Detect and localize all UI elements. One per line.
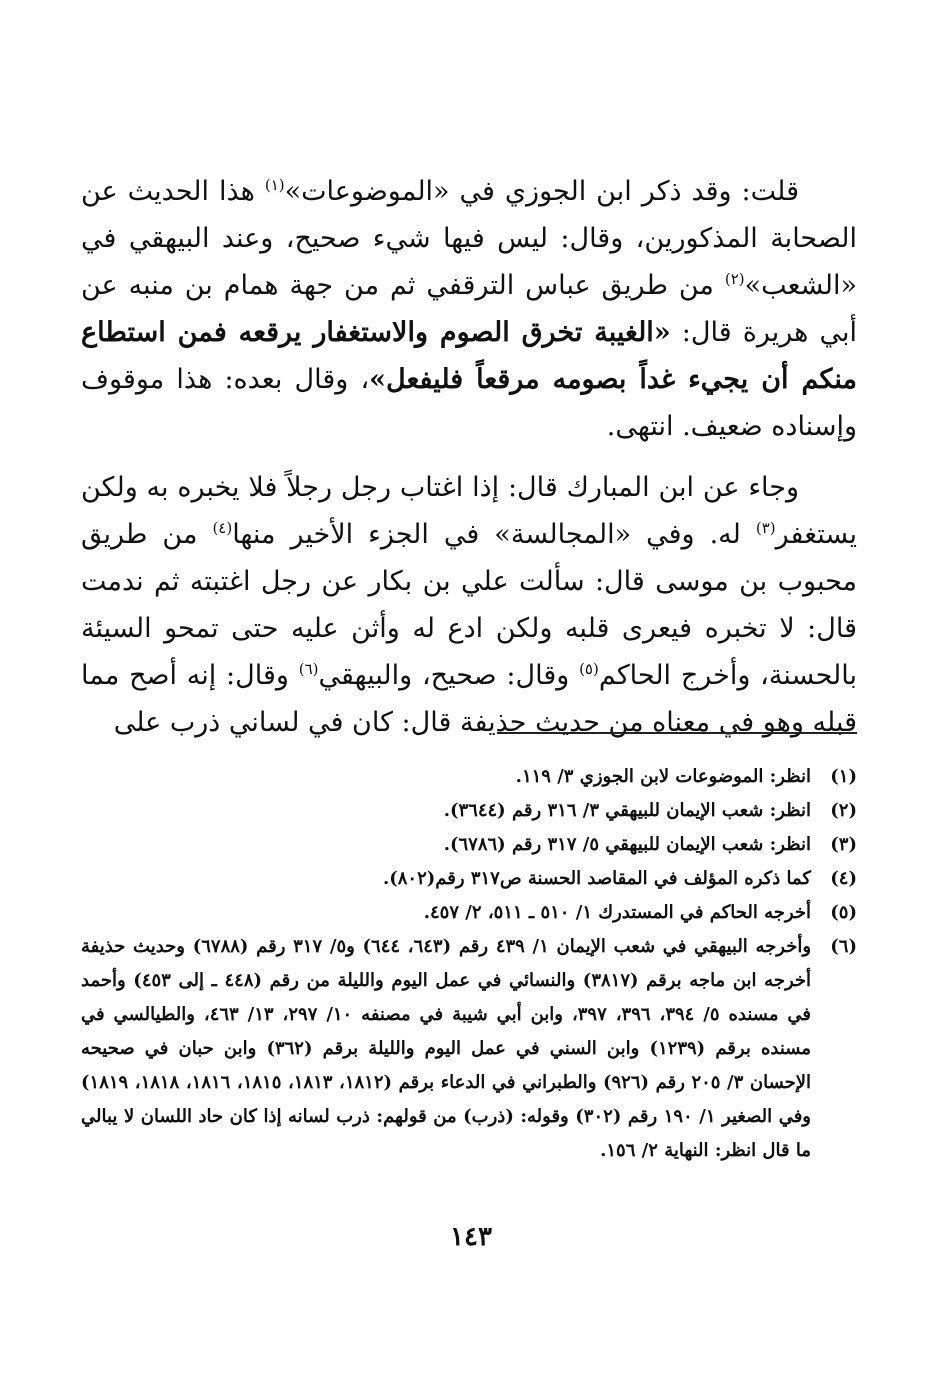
footnote-number: (١) — [830, 766, 857, 787]
footnote-ref-2: (٢) — [724, 270, 745, 288]
p1-text-c: من طريق عباس الترقفي ثم من جهة همام بن منبه عن أبي هريرة قال: — [81, 270, 858, 348]
p2-text-a: وجاء عن ابن المبارك قال: إذا اغتاب رجل رجلاً فلا يخبره به ولكن يستغفر — [81, 472, 857, 550]
p2-text-d: وقال: صحيح، والبيهقي — [318, 660, 580, 691]
footnote-text: انظر: الموضوعات لابن الجوزي ٣/ ١١٩. — [515, 766, 811, 787]
footnote-text: كما ذكره المؤلف في المقاصد الحسنة ص٣١٧ رقم(٨٠٢). — [382, 868, 811, 889]
footnote-4 — [81, 862, 857, 896]
p2-text-e: وقال: إنه أصح مما قبله وهو في معناه من حديث حذيفة قال: كان في لساني ذرب على — [81, 660, 857, 738]
footnote-text: أخرجه الحاكم في المستدرك ١/ ٥١٠ ـ ٥١١، ٢/ ٤٥٧. — [423, 902, 811, 923]
footnotes — [81, 760, 857, 1168]
footnote-2 — [81, 794, 857, 828]
p1-text-b: هذا الحديث عن الصحابة المذكورين، وقال: ليس فيها شيء صحيح، وعند البيهقي في «الشعب» — [81, 176, 857, 301]
footnote-text: وأخرجه البيهقي في شعب الإيمان ١/ ٤٣٩ رقم (٦٤٣، ٦٤٤) و٥/ ٣١٧ رقم (٦٧٨٨) وحديث حذيفة أخرجه ابن ماجه برقم (٣٨١٧) والنسائي في عمل اليوم والليلة من رقم (٤٤٨ ـ إلى ٤٥٣) وأحمد في مسنده ٥/ ٣٩٤، ٣٩٦، ٣٩٧، وابن أبي شيبة في مصنفه ١٠/ ٢٩٧، ١٣/ ٤٦٣، والطيالسي في مسنده برقم (١٢٣٩) وابن السني في عمل اليوم والليلة برقم (٣٦٢) وابن حبان في صحيحه الإحسان ٣/ ٢٠٥ رقم (٩٢٦) والطبراني في الدعاء برقم (١٨١٢، ١٨١٣، ١٨١٥، ١٨١٦، ١٨١٨، ١٨١٩) وفي الصغير ١/ ١٩٠ رقم (٣٠٢) وقوله: (ذرب) من قولهم: ذرب لسانه إذا كان حاد اللسان لا يبالي ما قال انظر: النهاية ٢/ ١٥٦. — [81, 936, 812, 1161]
p1-text-a: قلت: وقد ذكر ابن الجوزي في «الموضوعات» — [284, 176, 799, 207]
hadith-quote: «الغيبة تخرق الصوم والاستغفار يرقعه فمن استطاع منكم أن يجيء غداً بصومه مرقعاً فليفعل» — [81, 317, 857, 395]
paragraph-2 — [81, 464, 857, 746]
footnote-separator — [497, 732, 857, 734]
p2-text-b: له. وفي «المجالسة» في الجزء الأخير منها — [232, 519, 756, 550]
paragraph-1 — [81, 168, 857, 450]
p2-text-c: من طريق محبوب بن موسى قال: سألت علي بن بكار عن رجل اغتبته ثم ندمت قال: لا تخبره فيعرى قلبه ولكن ادع له وأثن عليه حتى تمحو السيئة بالحسنة، وأخرج الحاكم — [81, 519, 858, 691]
footnote-number: (٤) — [830, 868, 857, 889]
footnote-6 — [81, 930, 857, 1168]
footnote-ref-5: (٥) — [579, 660, 599, 678]
footnote-number: (٥) — [830, 902, 857, 923]
page-number: ١٤٣ — [450, 1222, 492, 1252]
footnote-ref-4: (٤) — [212, 519, 233, 537]
main-text — [81, 168, 857, 746]
footnote-ref-1: (١) — [264, 176, 285, 194]
footnote-ref-6: (٦) — [298, 660, 319, 678]
footnote-text: انظر: شعب الإيمان للبيهقي ٥/ ٣١٧ رقم (٦٧٨٦). — [443, 834, 811, 855]
footnote-text: انظر: شعب الإيمان للبيهقي ٣/ ٣١٦ رقم (٣٦٤٤). — [443, 800, 811, 821]
footnote-ref-3: (٣) — [755, 519, 776, 537]
footnote-number: (٢) — [830, 800, 857, 821]
footnote-5 — [81, 896, 857, 930]
footnote-number: (٦) — [830, 936, 857, 957]
p1-text-d: ، وقال بعده: هذا موقوف وإسناده ضعيف. انتهى. — [81, 364, 857, 442]
footnote-number: (٣) — [830, 834, 857, 855]
footnote-3 — [81, 828, 857, 862]
footnote-1 — [81, 760, 857, 794]
